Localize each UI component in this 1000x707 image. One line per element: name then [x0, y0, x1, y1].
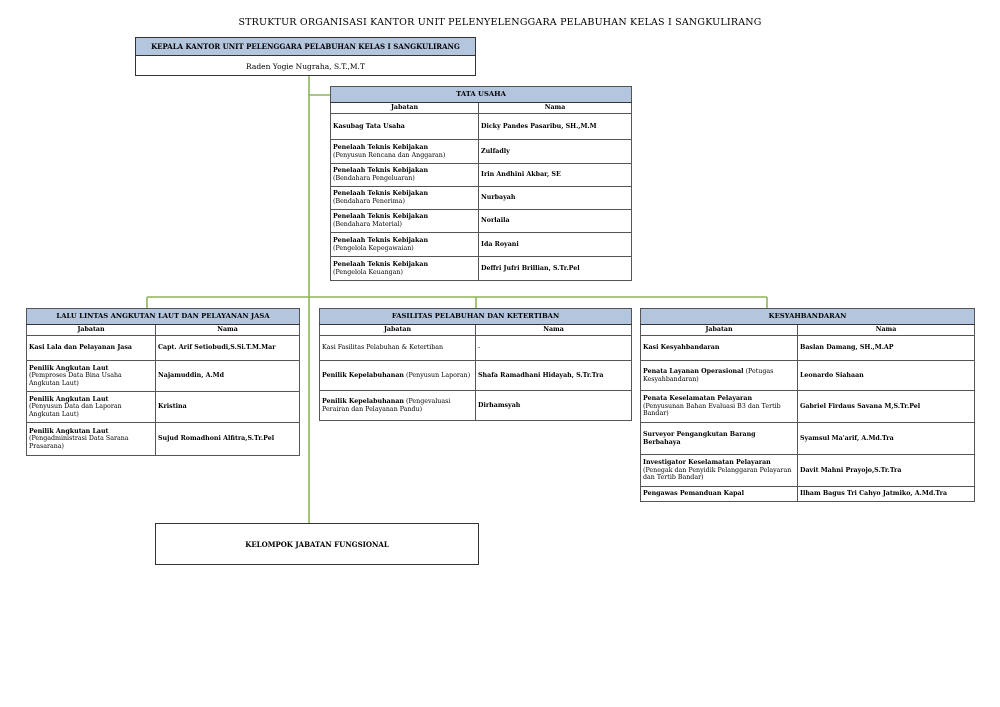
- nama-cell: Sujud Romadhoni Alfitra,S.Tr.Pel: [156, 423, 300, 456]
- jabatan-title: Kasi Lala dan Pelayanan Jasa: [29, 344, 133, 352]
- fungsional-box: KELOMPOK JABATAN FUNGSIONAL: [155, 523, 479, 565]
- table-row: [331, 233, 632, 257]
- table-row: [27, 423, 300, 456]
- table-row: [331, 114, 632, 140]
- jabatan-detail: (Pengelola Kepegawaian): [333, 244, 414, 252]
- nama-cell: Syamsul Ma'arif, A.Md.Tra: [798, 423, 975, 455]
- nama-cell: Ida Royani: [479, 233, 632, 257]
- table-row: [331, 210, 632, 233]
- fasilitas-table: [319, 308, 632, 421]
- jabatan-title: Kasubag Tata Usaha: [333, 122, 405, 130]
- jabatan-title: Penilik Kepelabuhanan: [322, 371, 404, 379]
- nama-cell: Shafa Ramadhani Hidayah, S.Tr.Tra: [476, 361, 632, 391]
- lala-table: [26, 308, 300, 456]
- table-row: [641, 361, 975, 391]
- table-row: [641, 391, 975, 423]
- nama-cell: Zulfadly: [479, 140, 632, 164]
- jabatan-title: Penelaah Teknis Kebijakan: [333, 213, 429, 221]
- jabatan-title: Penelaah Teknis Kebijakan: [333, 143, 429, 151]
- column-header-jabatan: Jabatan: [641, 325, 798, 336]
- kesyahbandaran-title: KESYAHBANDARAN: [641, 309, 975, 325]
- nama-cell: Kristina: [156, 392, 300, 423]
- jabatan-detail: (Pemproses Data Bina Usaha Angkutan Laut): [29, 372, 122, 387]
- table-row: [27, 361, 300, 392]
- head-box: [135, 37, 476, 76]
- jabatan-detail: (Bendahara Pengeluaran): [333, 175, 415, 182]
- table-row: [641, 487, 975, 502]
- column-header-nama: Nama: [156, 325, 300, 336]
- nama-cell: Davit Mahni Prayojo,S.Tr.Tra: [798, 455, 975, 487]
- table-row: [641, 336, 975, 361]
- column-header-nama: Nama: [479, 103, 632, 114]
- table-row: [331, 140, 632, 164]
- column-header-jabatan: Jabatan: [27, 325, 156, 336]
- nama-cell: Gabriel Firdaus Savana M,S.Tr.Pel: [798, 391, 975, 423]
- jabatan-detail: Kasi Fasilitas Pelabuhan & Ketertiban: [322, 344, 444, 352]
- fasilitas-title: FASILITAS PELABUHAN DAN KETERTIBAN: [320, 309, 632, 325]
- jabatan-detail: (Pengevaluasi Perairan dan Pelayanan Pandu): [322, 397, 451, 413]
- table-row: [27, 336, 300, 361]
- table-row: [641, 455, 975, 487]
- column-header-nama: Nama: [476, 325, 632, 336]
- column-header-jabatan: Jabatan: [331, 103, 479, 114]
- column-header-nama: Nama: [798, 325, 975, 336]
- jabatan-detail: (Pengelola Keuangan): [333, 268, 403, 276]
- jabatan-title: Penilik Angkutan Laut: [29, 395, 109, 403]
- table-row: [331, 257, 632, 281]
- jabatan-title: Kasi Kesyahbandaran: [643, 344, 720, 352]
- head-name: Raden Yogie Nugraha, S.T.,M.T: [246, 61, 365, 71]
- nama-cell: Norlaila: [479, 210, 632, 233]
- jabatan-detail: (Penyusun Rencana dan Anggaran): [333, 151, 446, 159]
- nama-cell: Dicky Pandes Pasaribu, SH.,M.M: [479, 114, 632, 140]
- nama-cell: Deffri Jufri Brillian, S.Tr.Pel: [479, 257, 632, 281]
- nama-cell: Dirhamsyah: [476, 391, 632, 421]
- nama-cell: Baslan Damang, SH.,M.AP: [798, 336, 975, 361]
- jabatan-title: Surveyor Pengangkutan Barang Berbahaya: [643, 430, 756, 446]
- table-row: [320, 361, 632, 391]
- lala-title: LALU LINTAS ANGKUTAN LAUT DAN PELAYANAN JASA: [27, 309, 300, 325]
- jabatan-title: Investigator Keselamatan Pelayaran: [643, 459, 771, 467]
- jabatan-title: Penelaah Teknis Kebijakan: [333, 190, 429, 198]
- jabatan-title: Penilik Kepelabuhanan: [322, 397, 404, 405]
- column-header-jabatan: Jabatan: [320, 325, 476, 336]
- kesyahbandaran-table: [640, 308, 975, 502]
- jabatan-title: Penilik Angkutan Laut: [29, 427, 109, 435]
- nama-cell: Najamuddin, A.Md: [156, 361, 300, 392]
- head-title: KEPALA KANTOR UNIT PELENGGARA PELABUHAN KELAS I SANGKULIRANG: [136, 38, 475, 56]
- jabatan-detail: (Petugas Kesyahbandaran): [643, 367, 774, 383]
- page-title: STRUKTUR ORGANISASI KANTOR UNIT PELENYELENGGARA PELABUHAN KELAS I SANGKULIRANG: [238, 17, 762, 28]
- jabatan-title: Penelaah Teknis Kebijakan: [333, 167, 429, 175]
- table-row: [320, 391, 632, 421]
- jabatan-title: Penilik Angkutan Laut: [29, 364, 109, 372]
- nama-cell: Nurbayah: [479, 187, 632, 210]
- table-row: [641, 423, 975, 455]
- tata-usaha-table: [330, 86, 632, 281]
- nama-cell: Capt. Arif Setiobudi,S.Si.T.M.Mar: [156, 336, 300, 361]
- jabatan-title: Penelaah Teknis Kebijakan: [333, 260, 429, 268]
- nama-cell: -: [476, 336, 632, 361]
- jabatan-detail: (Pengadministrasi Data Sarana Prasarana): [29, 435, 129, 450]
- jabatan-title: Penata Layanan Operasional: [643, 367, 744, 375]
- jabatan-detail: (Penyusunan Bahan Evaluasi B3 dan Tertib Bandar): [643, 402, 781, 418]
- jabatan-detail: (Penyusun Data dan Laporan Angkutan Laut): [29, 403, 122, 418]
- table-row: [331, 187, 632, 210]
- nama-cell: Leonardo Siahaan: [798, 361, 975, 391]
- jabatan-detail: (Bendahara Material): [333, 221, 402, 228]
- nama-cell: Irin Andhini Akbar, SE: [479, 164, 632, 187]
- jabatan-title: Penata Keselamatan Pelayaran: [643, 395, 753, 403]
- jabatan-detail: (Penegak dan Penyidik Pelanggaran Pelayaran dan Tertib Bandar): [643, 466, 792, 482]
- jabatan-title: Pengawas Pemanduan Kapal: [643, 490, 745, 498]
- tata-usaha-title: TATA USAHA: [331, 87, 632, 103]
- jabatan-detail: (Bendahara Penerima): [333, 198, 405, 205]
- table-row: [320, 336, 632, 361]
- table-row: [331, 164, 632, 187]
- jabatan-title: Penelaah Teknis Kebijakan: [333, 236, 429, 244]
- jabatan-detail: (Penyusun Laporan): [406, 371, 471, 379]
- table-row: [27, 392, 300, 423]
- nama-cell: Ilham Bagus Tri Cahyo Jatmiko, A.Md.Tra: [798, 487, 975, 502]
